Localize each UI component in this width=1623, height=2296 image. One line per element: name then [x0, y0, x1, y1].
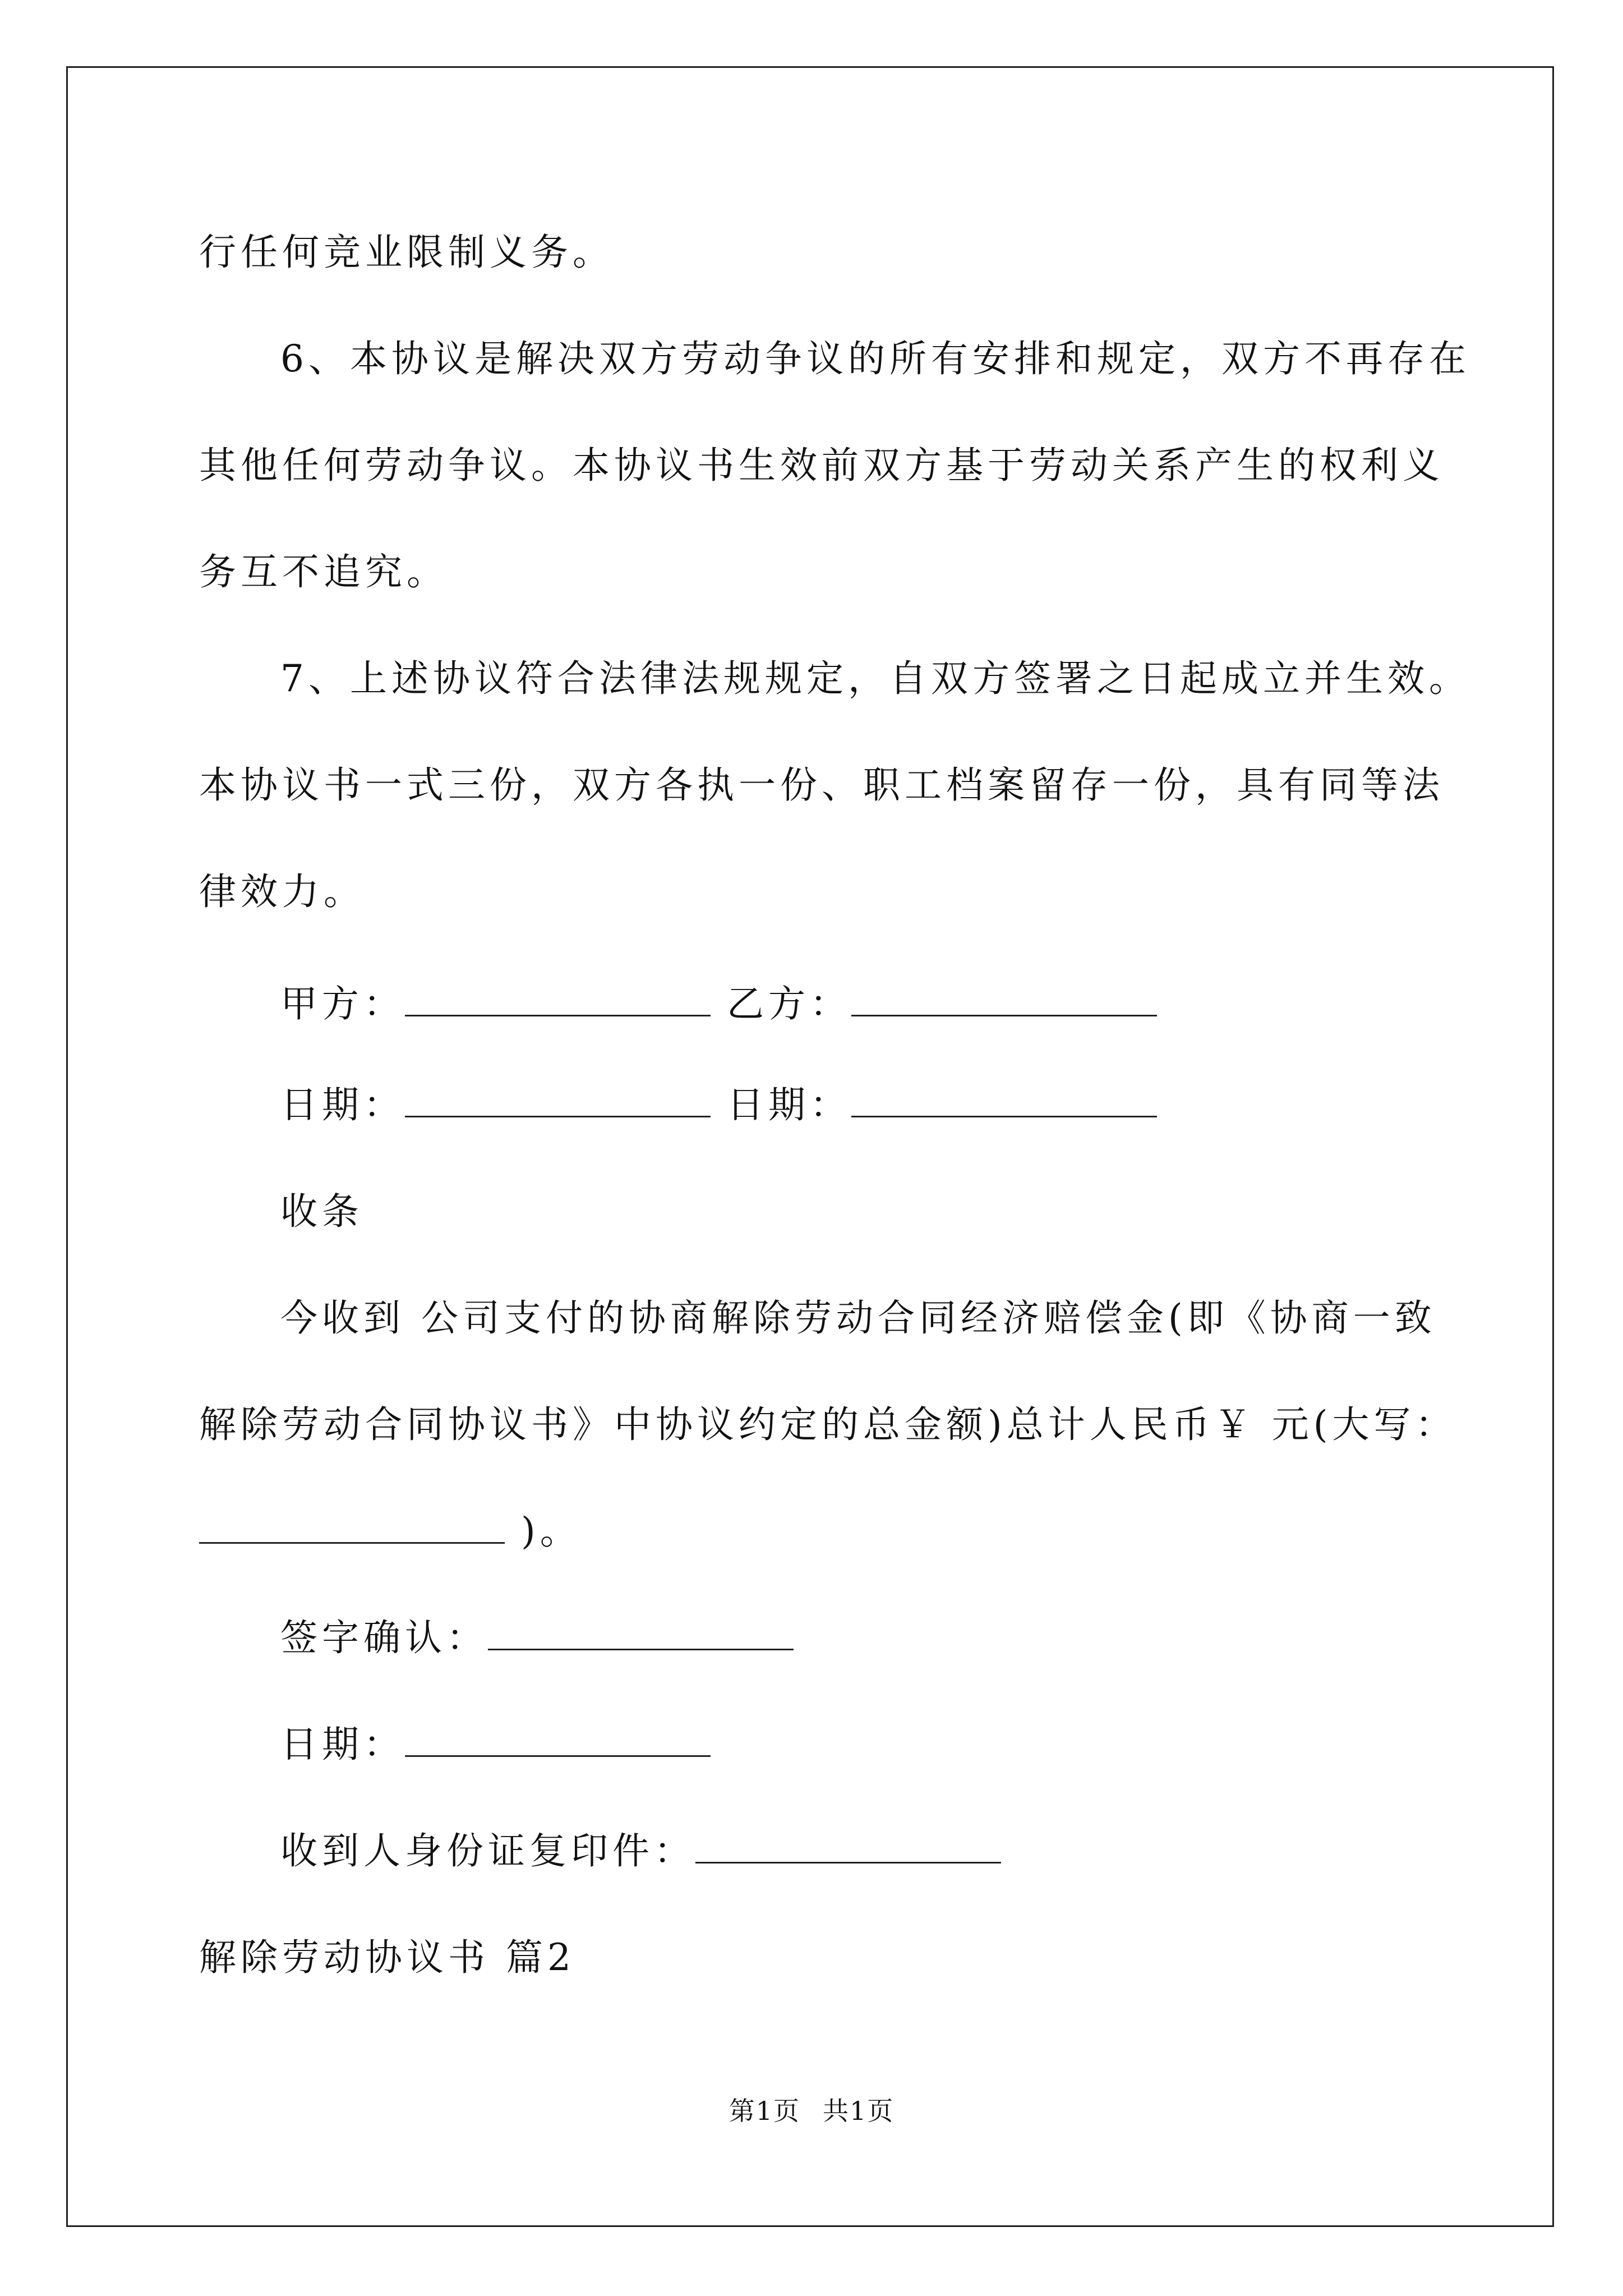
paragraph-line: 本协议书一式三份，双方各执一份、职工档案留存一份，具有同等法: [199, 763, 1444, 807]
receipt-line: [199, 1509, 582, 1554]
sign-confirm-row: [280, 1616, 794, 1660]
paragraph-line: 务互不追究。: [199, 550, 448, 593]
sign-confirm-blank: [488, 1616, 794, 1650]
receipt-line: 今收到 公司支付的协商解除劳动合同经济赔偿金(即《协商一致: [280, 1296, 1436, 1340]
date-b-label: 日期：: [726, 1083, 851, 1126]
section-heading: 解除劳动协议书 篇2: [199, 1936, 575, 1979]
party-a-label: 甲方：: [280, 982, 405, 1025]
paragraph-line: 其他任何劳动争议。本协议书生效前双方基于劳动关系产生的权利义: [199, 444, 1444, 487]
page-number: 第1页: [728, 2096, 800, 2126]
amount-in-words-blank: [199, 1510, 505, 1544]
sign-confirm-label: 签字确认：: [280, 1616, 488, 1659]
signature-row-dates: [280, 1083, 1157, 1128]
id-copy-row: [280, 1829, 1001, 1874]
paragraph-line: 6、本协议是解决双方劳动争议的所有安排和规定，双方不再存在: [280, 337, 1470, 380]
paragraph-line: 7、上述协议符合法律法规规定，自双方签署之日起成立并生效。: [280, 657, 1470, 700]
receipt-title: 收条: [280, 1190, 363, 1233]
signature-row-parties: [280, 982, 1157, 1027]
paragraph-line: 行任何竞业限制义务。: [199, 231, 614, 274]
receipt-date-blank: [405, 1723, 711, 1757]
party-b-label: 乙方：: [726, 982, 851, 1025]
page-footer: [0, 2095, 1623, 2127]
receipt-line: 解除劳动合同协议书》中协议约定的总金额)总计人民币￥ 元(大写：: [199, 1403, 1457, 1446]
date-b-blank: [851, 1083, 1157, 1117]
id-copy-label: 收到人身份证复印件：: [280, 1829, 695, 1872]
receipt-date-label: 日期：: [280, 1723, 405, 1766]
date-a-blank: [405, 1083, 711, 1117]
receipt-date-row: [280, 1722, 711, 1767]
date-a-label: 日期：: [280, 1083, 405, 1126]
party-a-signature-blank: [405, 982, 711, 1016]
id-copy-blank: [695, 1829, 1001, 1864]
paragraph-line: 律效力。: [199, 870, 365, 913]
page-border: [66, 66, 1554, 2227]
party-b-signature-blank: [851, 982, 1157, 1016]
receipt-line-suffix: )。: [505, 1510, 582, 1553]
page-total: 共1页: [823, 2096, 895, 2126]
